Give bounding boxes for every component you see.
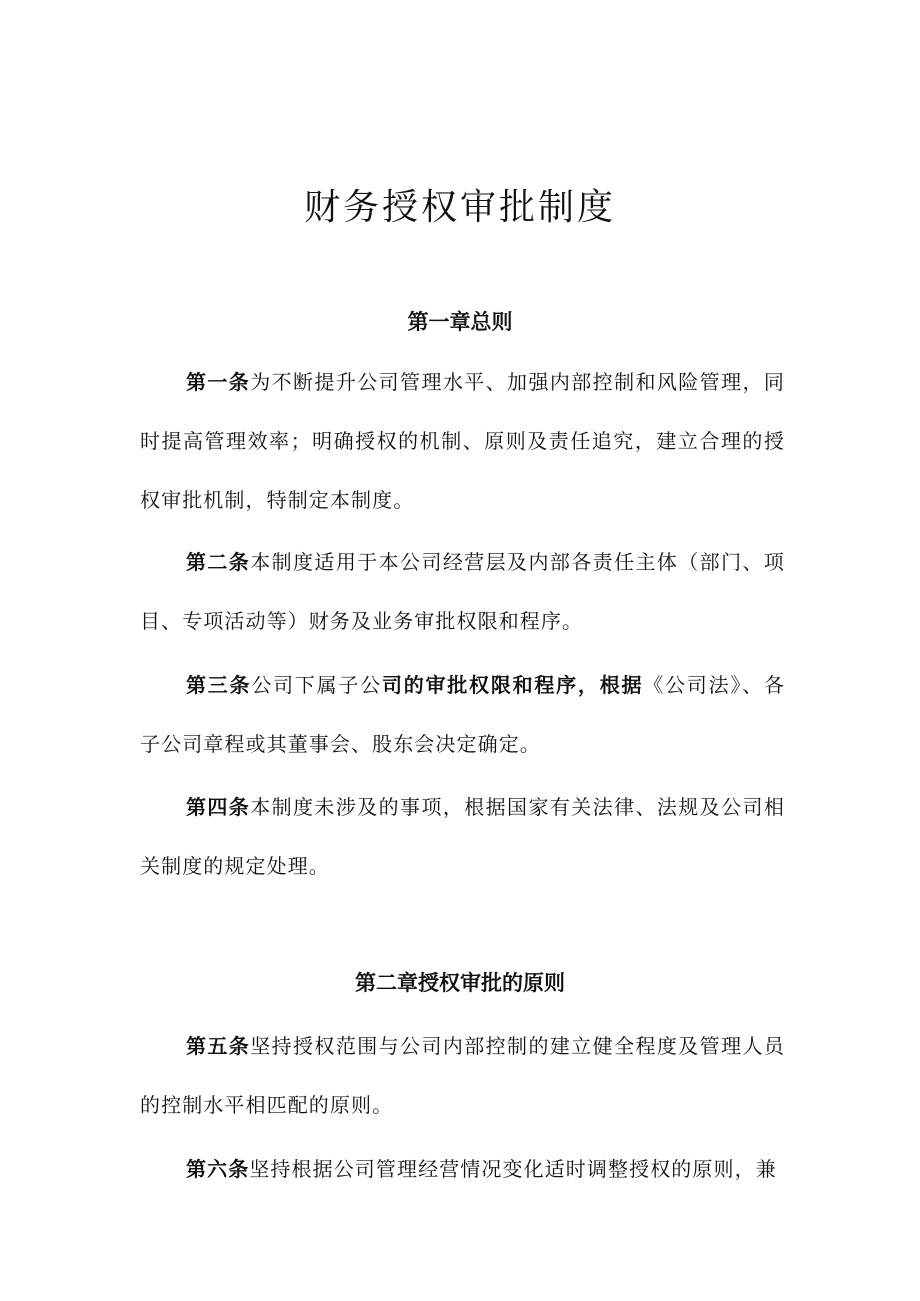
article-number: 第二条 [186,550,251,574]
article-2 [140,533,785,651]
article-text: 坚持根据公司管理经营情况变化适时调整授权的原则，兼 [249,1157,777,1181]
document-title: 财务授权审批制度 [303,187,616,228]
article-number: 第五条 [186,1034,251,1058]
article-text-emphasis: 司的审批权限和程序，根据 [381,673,644,697]
article-5 [140,1017,785,1135]
article-text: 本制度未涉及的事项，根据国家有关法律、法规及公司相关制度的规定处理。 [140,795,785,878]
chapter-heading-1: 第一章总则 [407,309,513,334]
article-text: 本制度适用于本公司经营层及内部各责任主体（部门、项目、专项活动等）财务及业务审批权限和程序。 [140,550,785,633]
article-6 [140,1140,785,1199]
article-number: 第六条 [186,1157,250,1181]
article-number: 第一条 [186,370,251,394]
article-text-part: 公司下属子公 [251,673,382,697]
article-text: 坚持授权范围与公司内部控制的建立健全程度及管理人员的控制水平相匹配的原则。 [140,1034,785,1117]
chapter-heading-2: 第二章授权审批的原则 [355,970,565,995]
article-number: 第四条 [186,795,251,819]
article-text: 为不断提升公司管理水平、加强内部控制和风险管理，同时提高管理效率；明确授权的机制、原则及责任追究，建立合理的授权审批机制，特制定本制度。 [140,370,785,512]
article-1 [140,353,785,530]
article-text-part: 《公司法》、各子公司章程或其董事会、股东会决定确定。 [140,673,785,756]
article-number: 第三条 [186,673,252,697]
article-4 [140,778,785,896]
article-3 [140,656,785,774]
